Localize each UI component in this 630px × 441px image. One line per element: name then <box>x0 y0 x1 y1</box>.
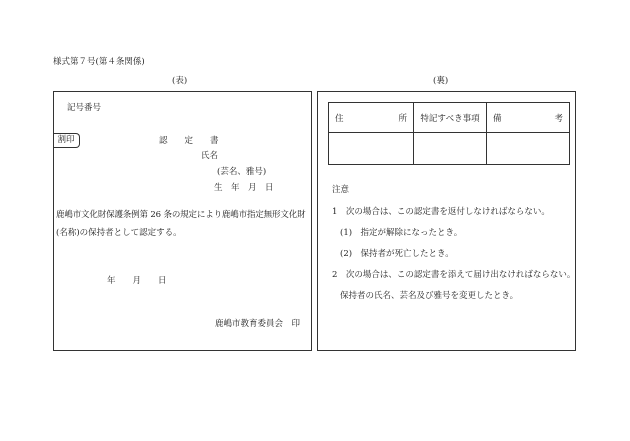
issue-date-line: 年 月 日 <box>107 276 167 286</box>
certificate-title: 認 定 書 <box>159 136 219 146</box>
note-1-item-1: (1) 指定が解除になったとき。 <box>340 228 463 238</box>
record-number-label: 記号番号 <box>67 103 102 113</box>
certificate-body-line-1: 鹿嶋市文化財保護条例第 26 条の規定により鹿嶋市指定無形文化財 <box>56 210 306 220</box>
special-notes-header: 特記すべき事項 <box>414 103 487 133</box>
note-2: 2 次の場合は、この認定書を添えて届け出なければならない。 <box>332 270 576 280</box>
notes-title: 注意 <box>332 185 350 195</box>
record-table <box>328 102 570 165</box>
certificate-body-line-2: (名称)の保持者として認定する。 <box>56 228 182 238</box>
certificate-front-panel <box>53 91 312 351</box>
certificate-back-panel <box>317 91 576 351</box>
birth-date-label: 生 年 月 日 <box>214 183 274 193</box>
remarks-cell <box>487 133 570 165</box>
seal-mark: 割印 <box>53 133 80 148</box>
front-side-label: (表) <box>172 76 188 86</box>
note-2-item-1: 保持者の氏名、芸名及び雅号を変更したとき。 <box>340 291 519 301</box>
note-1: 1 次の場合は、この認定書を返付しなければならない。 <box>332 207 550 217</box>
address-cell <box>329 133 414 165</box>
issuer-name: 鹿嶋市教育委員会 印 <box>215 319 301 329</box>
address-header: 住 所 <box>329 103 414 133</box>
note-1-item-2: (2) 保持者が死亡したとき。 <box>340 249 454 259</box>
stage-name-label: (芸名、雅号) <box>217 167 267 177</box>
name-label: 氏名 <box>201 151 219 161</box>
back-side-label: (裏) <box>433 76 449 86</box>
remarks-header: 備 考 <box>487 103 570 133</box>
special-notes-cell <box>414 133 487 165</box>
form-label: 様式第７号(第４条関係) <box>53 57 145 67</box>
